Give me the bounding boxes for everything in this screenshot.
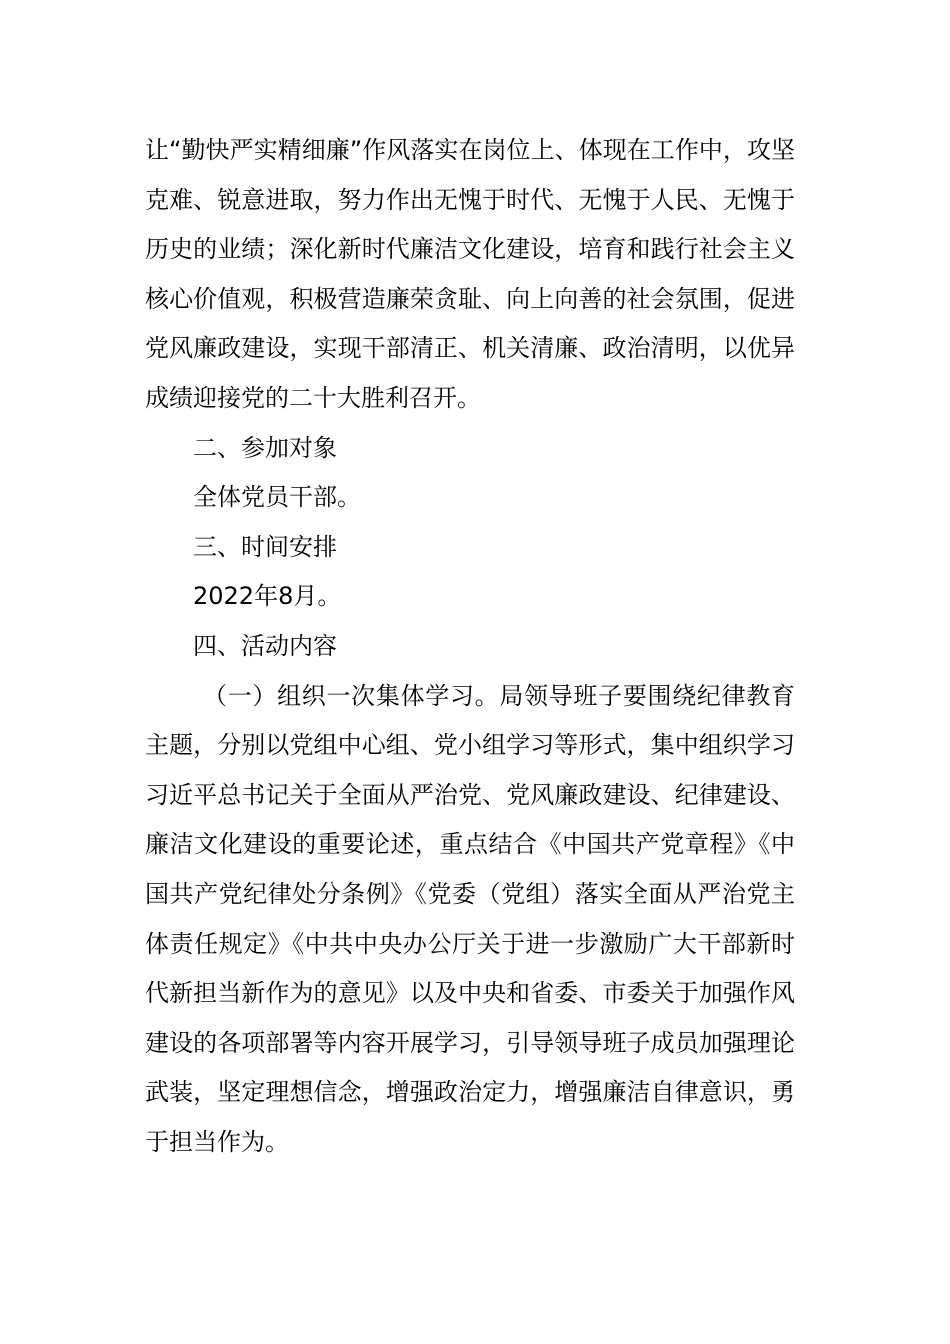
paragraph-schedule: 2022年8月。 xyxy=(193,582,342,611)
document-body xyxy=(145,126,795,1167)
section-heading-schedule: 三、时间安排 xyxy=(193,532,337,561)
paragraph-participants: 全体党员干部。 xyxy=(193,483,361,512)
paragraph-activity-1: （一）组织一次集体学习。局领导班子要围绕纪律教育主题，分别以党组中心组、党小组学习等形式，集中组织学习习近平总书记关于全面从严治党、党风廉政建设、纪律建设、廉洁文化建设的重要论述，重点结合《中国共产党章程》《中国共产党纪律处分条例》《党委（党组）落实全面从严治党主体责任规定》《中共中央办公厅关于进一步激励广大干部新时代新担当新作为的意见》以及中央和省委、市委关于加强作风建设的各项部署等内容开展学习，引导领导班子成员加强理论武装，坚定理想信念，增强政治定力，增强廉洁自律意识，勇于担当作为。 xyxy=(145,681,795,1156)
section-heading-activities: 四、活动内容 xyxy=(193,631,337,660)
section-heading-participants: 二、参加对象 xyxy=(193,433,337,462)
paragraph-continued: 让“勤快严实精细廉”作风落实在岗位上、体现在工作中，攻坚克难、锐意进取，努力作出无愧于时代、无愧于人民、无愧于历史的业绩；深化新时代廉洁文化建设，培育和践行社会主义核心价值观，积极营造廉荣贪耻、向上向善的社会氛围，促进党风廉政建设，实现干部清正、机关清廉、政治清明，以优异成绩迎接党的二十大胜利召开。 xyxy=(145,136,795,412)
